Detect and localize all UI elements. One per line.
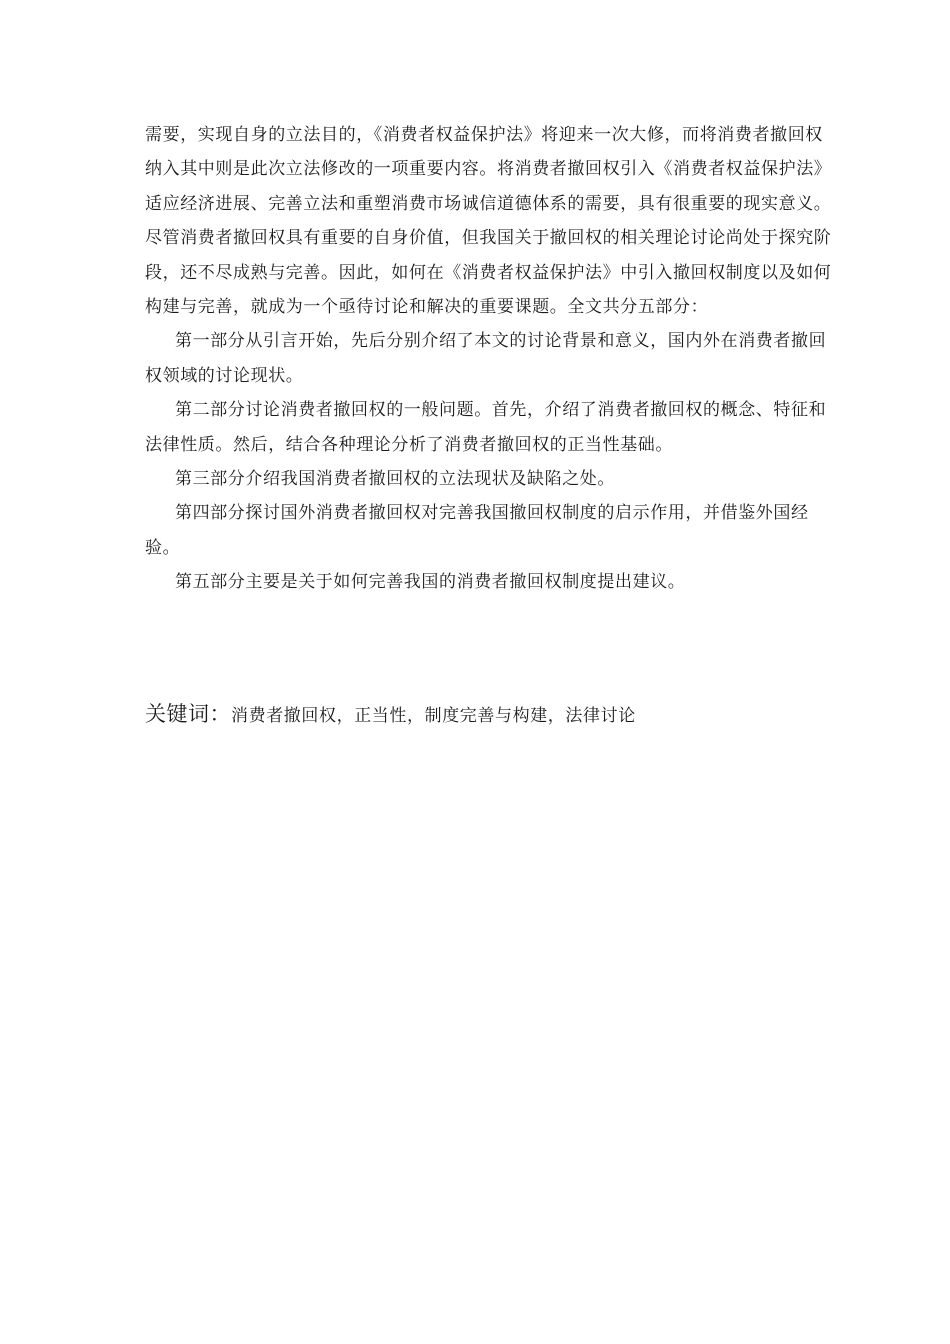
paragraph-part-two: 第二部分讨论消费者撤回权的一般问题。首先，介绍了消费者撤回权的概念、特征和法律性质。然后，结合各种理论分析了消费者撤回权的正当性基础。	[145, 400, 827, 455]
paragraph-part-five: 第五部分主要是关于如何完善我国的消费者撤回权制度提出建议。	[175, 572, 686, 593]
keywords-line	[145, 698, 835, 728]
body-text	[145, 118, 835, 600]
paragraph-intro-continued: 需要，实现自身的立法目的，《消费者权益保护法》将迎来一次大修，而将消费者撤回权纳入其中则是此次立法修改的一项重要内容。将消费者撤回权引入《消费者权益保护法》适应经济进展、完善立法和重塑消费市场诚信道德体系的需要，具有很重要的现实意义。尽管消费者撤回权具有重要的自身价值，但我国关于撤回权的相关理论讨论尚处于探究阶段，还不尽成熟与完善。因此，如何在《消费者权益保护法》中引入撤回权制度以及如何构建与完善，就成为一个亟待讨论和解决的重要课题。全文共分五部分：	[145, 125, 832, 318]
keywords-text: 消费者撤回权，正当性，制度完善与构建，法律讨论	[231, 706, 636, 726]
paragraph-part-four: 第四部分探讨国外消费者撤回权对完善我国撤回权制度的启示作用，并借鉴外国经验。	[145, 503, 809, 558]
paragraph-part-one: 第一部分从引言开始，先后分别介绍了本文的讨论背景和意义，国内外在消费者撤回权领域的讨论现状。	[145, 331, 827, 386]
keywords-label: 关键词：	[145, 702, 231, 726]
paragraph-part-three: 第三部分介绍我国消费者撤回权的立法现状及缺陷之处。	[175, 469, 615, 490]
